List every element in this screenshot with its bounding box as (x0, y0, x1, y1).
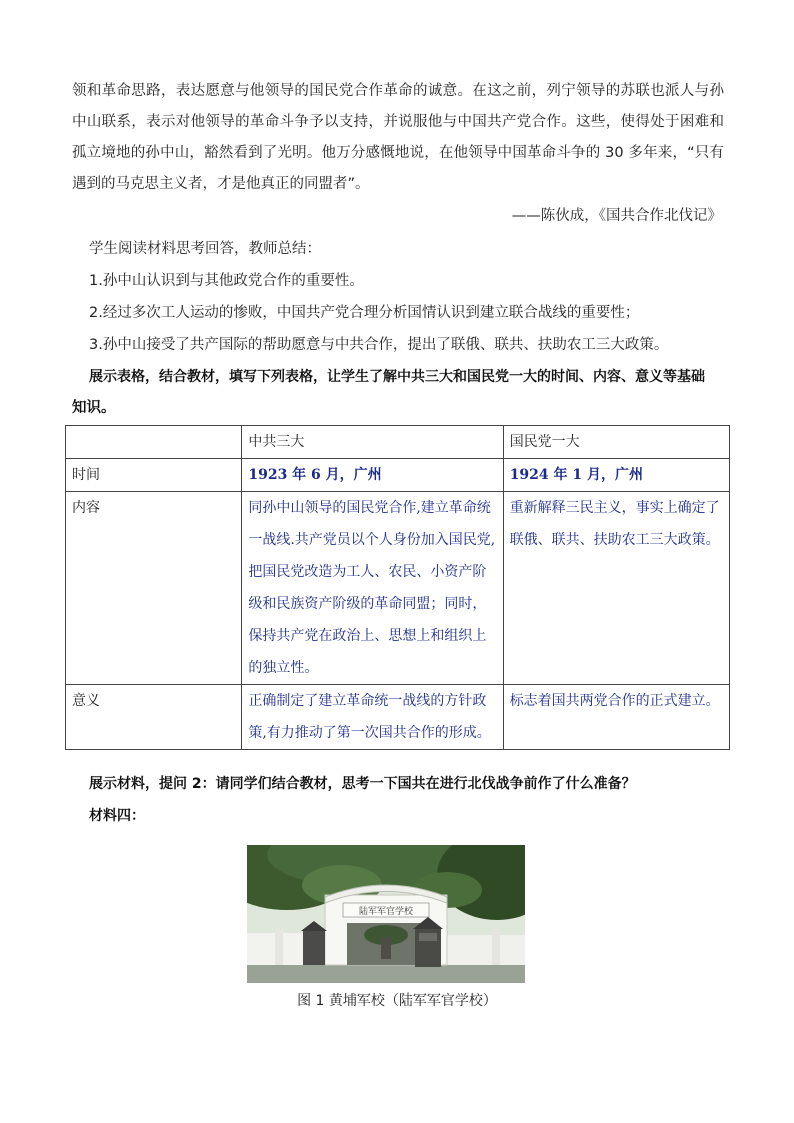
table-header-row (66, 426, 730, 459)
whampoa-academy-photo (247, 845, 525, 983)
question-2: 展示材料，提问 2：请同学们结合教材，思考一下国共在进行北伐战争前作了什么准备？ (89, 776, 636, 792)
cell-ccp3-content: 同孙中山领导的国民党合作,建立革命统一战线.共产党员以个人身份加入国民党,把国民党改造为工人、农民、小资产阶级和民族资产阶级的革命同盟；同时，保持共产党在政治上、思想上和组织上的独立性。 (242, 492, 503, 685)
table-header-kmt1: 国民党一大 (503, 426, 729, 459)
table-instruction-cont: 知识。 (72, 400, 116, 416)
table-row-time (66, 459, 730, 492)
cell-kmt1-significance: 标志着国共两党合作的正式建立。 (503, 685, 729, 750)
intro-text: 学生阅读材料思考回答，教师总结： (89, 241, 321, 257)
summary-point-3: 3.孙中山接受了共产国际的帮助愿意与中共合作，提出了联俄、联共、扶助农工三大政策。 (89, 337, 669, 353)
row-label: 意义 (66, 685, 242, 750)
table-row-content (66, 492, 730, 685)
row-label: 时间 (66, 459, 242, 492)
table-header-ccp3: 中共三大 (242, 426, 503, 459)
figure-caption: 图 1 黄埔军校（陆军军官学校） (297, 993, 497, 1009)
table-row-significance (66, 685, 730, 750)
row-label: 内容 (66, 492, 242, 685)
summary-point-2: 2.经过多次工人运动的惨败，中国共产党合理分析国情认识到建立联合战线的重要性； (89, 305, 640, 321)
table-header-empty (66, 426, 242, 459)
material-paragraph: 领和革命思路，表达愿意与他领导的国民党合作革命的诚意。在这之前，列宁领导的苏联也派人与孙中山联系，表示对他领导的革命斗争予以支持，并说服他与中国共产党合作。这些，使得处于困难和孤立境地的孙中山，豁然看到了光明。他万分感慨地说，在他领导中国革命斗争的 30 多年来，“只有遇到的马克思主义者，才是他真正的同盟者”。 (72, 83, 724, 192)
table-instruction: 展示表格，结合教材，填写下列表格，让学生了解中共三大和国民党一大的时间、内容、意义等基础 (89, 369, 705, 385)
cell-kmt1-content: 重新解释三民主义，事实上确定了联俄、联共、扶助农工三大政策。 (503, 492, 729, 685)
cell-ccp3-significance: 正确制定了建立革命统一战线的方针政策,有力推动了第一次国共合作的形成。 (242, 685, 503, 750)
summary-point-1: 1.孙中山认识到与其他政党合作的重要性。 (89, 273, 364, 289)
gate-sign: 陆军军官学校 (358, 907, 414, 917)
citation: ——陈伙成，《国共合作北伐记》 (511, 208, 722, 224)
comparison-table (65, 425, 730, 750)
cell-kmt1-time: 1924 年 1 月，广州 (503, 459, 729, 492)
material-4-label: 材料四： (89, 808, 145, 824)
cell-ccp3-time: 1923 年 6 月，广州 (242, 459, 503, 492)
